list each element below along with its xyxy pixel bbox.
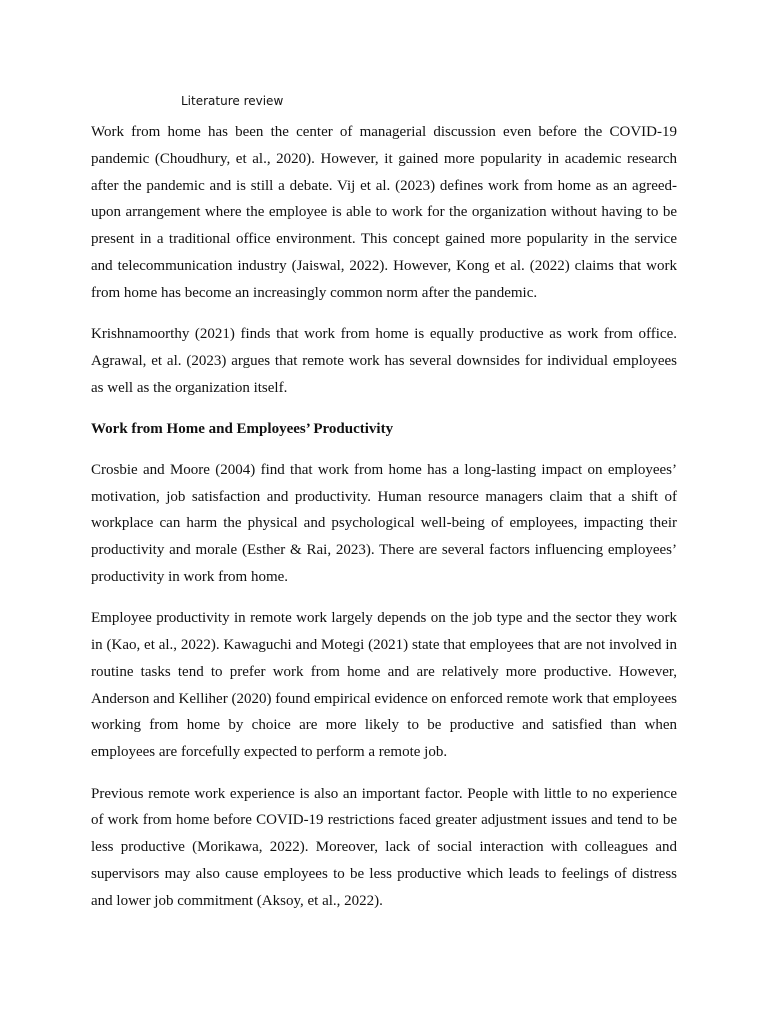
paragraph-previous-experience: Previous remote work experience is also an important factor. People with little to no experience of work from home before COVID-19 restrictions faced greater adjustment issues and tend to be less productive (Morikawa, 2022). Moreover, lack of social interaction with colleagues and supervisors may also cause employees to be less productive which leads to feelings of distress and lower job commitment (Aksoy, et al., 2022).	[91, 785, 677, 909]
document-title: Literature review	[181, 94, 284, 108]
paragraph-crosbie-moore: Crosbie and Moore (2004) find that work from home has a long-lasting impact on employees’ motivation, job satisfaction and productivity. Human resource managers claim that a shift of workplace can harm the physical and psychological well-being of employees, impacting their productivity and morale (Esther & Rai, 2023). There are several factors influencing employees’ productivity in work from home.	[91, 461, 677, 585]
paragraph-intro: Work from home has been the center of managerial discussion even before the COVID-19 pandemic (Choudhury, et al., 2020). However, it gained more popularity in academic research after the pandemic and is still a debate. Vij et al. (2023) defines work from home as an agreed-upon arrangement where the employee is able to work for the organization without having to be present in a traditional office environment. This concept gained more popularity in the service and telecommunication industry (Jaiswal, 2022). However, Kong et al. (2022) claims that work from home has become an increasingly common norm after the pandemic.	[91, 124, 677, 301]
section-heading: Work from Home and Employees’ Productivity	[91, 420, 394, 437]
document-body	[91, 119, 677, 929]
paragraph-job-type: Employee productivity in remote work largely depends on the job type and the sector they work in (Kao, et al., 2022). Kawaguchi and Motegi (2021) state that employees that are not involved in routine tasks tend to prefer work from home and are relatively more productive. However, Anderson and Kelliher (2020) found empirical evidence on enforced remote work that employees working from home by choice are more likely to be productive and satisfied than when employees are forcefully expected to perform a remote job.	[91, 610, 677, 761]
paragraph-krishnamoorthy: Krishnamoorthy (2021) finds that work from home is equally productive as work from office. Agrawal, et al. (2023) argues that remote work has several downsides for individual employees as well as the organization itself.	[91, 326, 677, 396]
